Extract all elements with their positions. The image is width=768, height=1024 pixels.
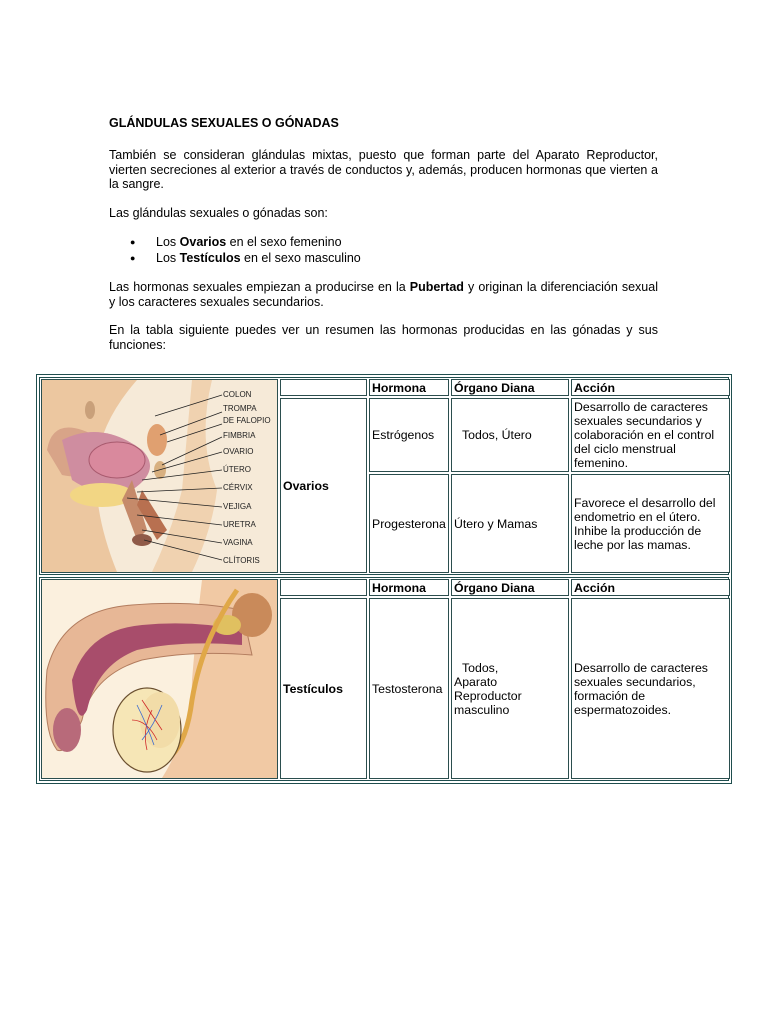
label-vagina: VAGINA <box>223 538 253 547</box>
hormone-table <box>36 374 732 784</box>
label-cervix: CÉRVIX <box>223 483 253 492</box>
label-falopio: DE FALOPIO <box>223 416 271 425</box>
target-estrogenos: Todos, Útero <box>451 398 569 472</box>
intro-paragraph: También se consideran glándulas mixtas, puesto que forman parte del Aparato Reproductor, vierten secreciones al exterior a través de conductos y, además, producen hormonas que vierten a la sangre. <box>109 148 658 191</box>
label-vejiga: VEJIGA <box>223 502 252 511</box>
action-estrogenos: Desarrollo de caracteres sexuales secundarios y colaboración en el control del ciclo menstrual femenino. <box>571 398 730 472</box>
puberty-paragraph: Las hormonas sexuales empiezan a producirse en la Pubertad y originan la diferenciación sexual y los caracteres sexuales secundarios. <box>109 280 658 309</box>
female-anatomy-image <box>41 379 278 573</box>
header-action: Acción <box>571 579 730 596</box>
hormone-progesterona: Progesterona <box>369 474 449 573</box>
label-clitoris: CLÍTORIS <box>223 556 260 565</box>
hormone-testosterona: Testosterona <box>369 598 449 779</box>
list-item: ● Los Ovarios en el sexo femenino <box>109 234 658 250</box>
label-fimbria: FIMBRIA <box>223 431 256 440</box>
target-progesterona: Útero y Mamas <box>451 474 569 573</box>
label-utero: ÚTERO <box>223 465 251 474</box>
hormone-estrogenos: Estrógenos <box>369 398 449 472</box>
header-target-organ: Órgano Diana <box>451 379 569 396</box>
label-uretra: URETRA <box>223 520 256 529</box>
target-testosterona: Todos, Aparato Reproductor masculino <box>451 598 569 779</box>
male-anatomy-image <box>41 579 278 779</box>
header-hormone: Hormona <box>369 379 449 396</box>
action-progesterona: Favorece el desarrollo del endometrio en el útero. Inhibe la producción de leche por las mamas. <box>571 474 730 573</box>
gonads-list <box>109 234 658 266</box>
label-ovario: OVARIO <box>223 447 254 456</box>
male-section <box>39 577 729 781</box>
header-action: Acción <box>571 379 730 396</box>
gland-testiculos: Testículos <box>280 598 367 779</box>
empty-header-cell <box>280 579 367 596</box>
page-title: GLÁNDULAS SEXUALES O GÓNADAS <box>109 116 339 130</box>
header-hormone: Hormona <box>369 579 449 596</box>
document-body <box>109 110 658 366</box>
list-intro: Las glándulas sexuales o gónadas son: <box>109 205 328 220</box>
empty-header-cell <box>280 379 367 396</box>
action-testosterona: Desarrollo de caracteres sexuales secundarios, formación de espermatozoides. <box>571 598 730 779</box>
label-trompa: TROMPA <box>223 404 257 413</box>
female-section <box>39 377 729 575</box>
label-colon: COLON <box>223 390 252 399</box>
table-intro: En la tabla siguiente puedes ver un resumen las hormonas producidas en las gónadas y sus funciones: <box>109 323 658 352</box>
list-item: ● Los Testículos en el sexo masculino <box>109 250 658 266</box>
gland-ovarios: Ovarios <box>280 398 367 573</box>
header-target-organ: Órgano Diana <box>451 579 569 596</box>
